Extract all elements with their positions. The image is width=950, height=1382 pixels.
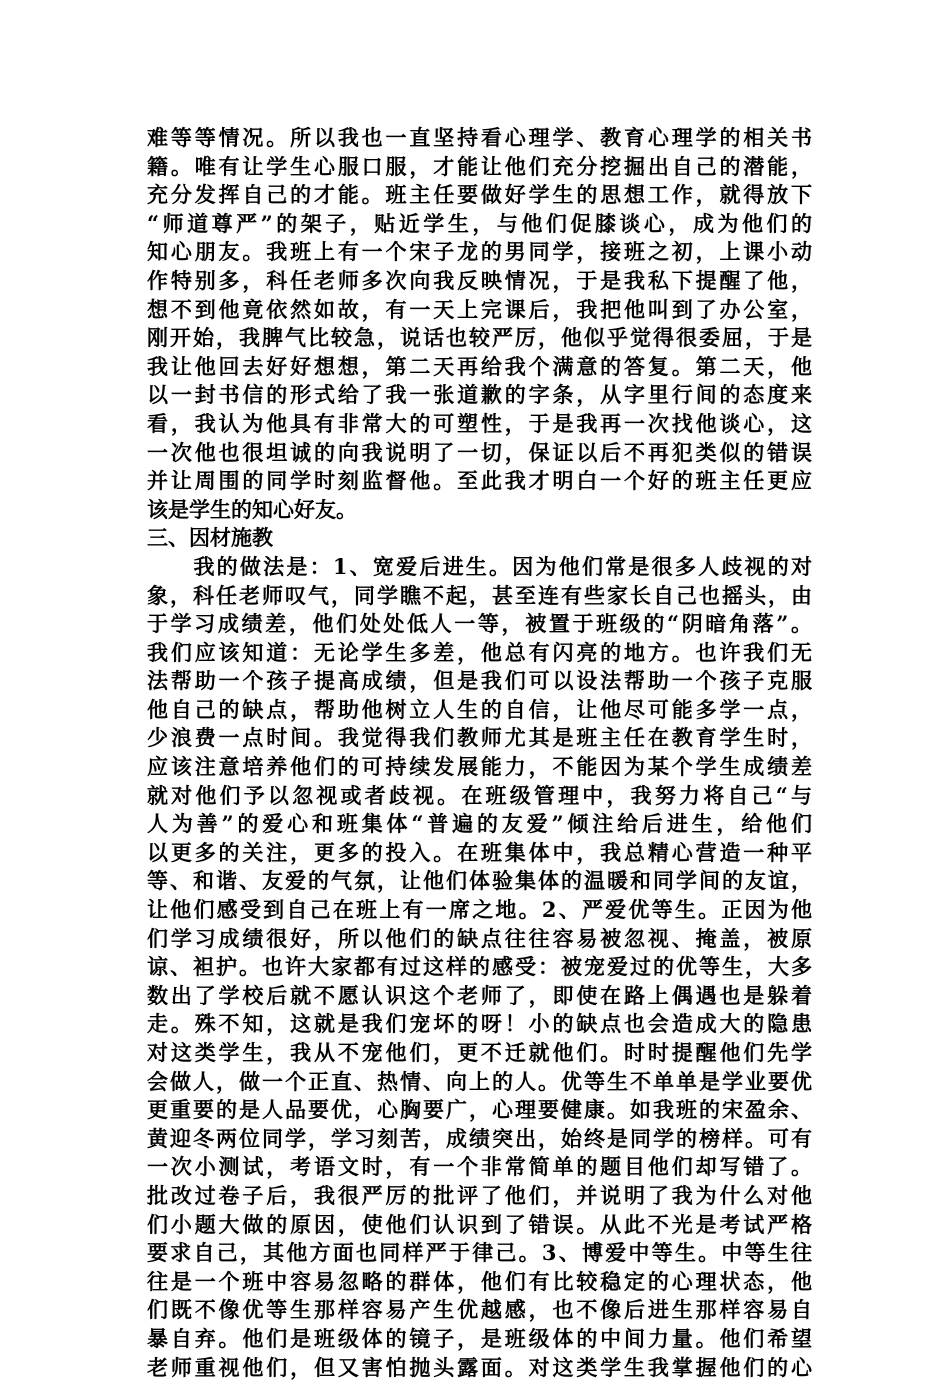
text-line: 数出了学校后就不愿认识这个老师了，即使在路上偶遇也是躲着 [147, 982, 812, 1008]
text-line: 他自己的缺点，帮助他树立人生的自信，让他尽可能多学一点， [147, 696, 812, 722]
text-line: 想不到他竟依然如故，有一天上完课后，我把他叫到了办公室， [147, 296, 812, 322]
body-text [147, 124, 812, 1382]
text-line: 籍。唯有让学生心服口服，才能让他们充分挖掘出自己的潜能， [147, 153, 812, 179]
text-line: 以更多的关注，更多的投入。在班集体中，我总精心营造一种平 [147, 839, 812, 865]
text-line: 会做人，做一个正直、热情、向上的人。优等生不单单是学业要优 [147, 1068, 812, 1094]
text-line: 往是一个班中容易忽略的群体，他们有比较稳定的心理状态，他 [147, 1268, 812, 1294]
text-line: 象，科任老师叹气，同学瞧不起，甚至连有些家长自己也摇头，由 [147, 582, 812, 608]
text-line: 我的做法是：1、宽爱后进生。因为他们常是很多人歧视的对 [147, 553, 812, 579]
text-line: 看，我认为他具有非常大的可塑性，于是我再一次找他谈心，这 [147, 410, 812, 436]
text-line: 一次小测试，考语文时，有一个非常简单的题目他们却写错了。 [147, 1154, 812, 1180]
text-line: 更重要的是人品要优，心胸要广，心理要健康。如我班的宋盈余、 [147, 1097, 812, 1123]
text-line: 应该注意培养他们的可持续发展能力，不能因为某个学生成绩差 [147, 754, 812, 780]
text-line: 暴自弃。他们是班级体的镜子，是班级体的中间力量。他们希望 [147, 1325, 812, 1351]
text-line: 我让他回去好好想想，第二天再给我个满意的答复。第二天，他 [147, 353, 812, 379]
text-line: 走。殊不知，这就是我们宠坏的呀！小的缺点也会造成大的隐患 [147, 1011, 812, 1037]
text-line: 老师重视他们，但又害怕抛头露面。对这类学生我掌握他们的心 [147, 1354, 812, 1380]
text-line: 批改过卷子后，我很严厉的批评了他们，并说明了我为什么对他 [147, 1182, 812, 1208]
text-line: 作特别多，科任老师多次向我反映情况，于是我私下提醒了他， [147, 267, 812, 293]
text-line: 一次他也很坦诚的向我说明了一切，保证以后不再犯类似的错误 [147, 439, 812, 465]
text-line: 等、和谐、友爱的气氛，让他们体验集体的温暖和同学间的友谊， [147, 868, 812, 894]
text-line: 难等等情况。所以我也一直坚持看心理学、教育心理学的相关书 [147, 125, 812, 150]
text-line: 该是学生的知心好友。 [147, 496, 357, 522]
text-line: 人为善”的爱心和班集体“普遍的友爱”倾注给后进生，给他们 [147, 811, 812, 837]
text-line: 们既不像优等生那样容易产生优越感，也不像后进生那样容易自 [147, 1297, 812, 1323]
text-line: 刚开始，我脾气比较急，说话也较严厉，他似乎觉得很委屈，于是 [147, 325, 812, 351]
text-line: 就对他们予以忽视或者歧视。在班级管理中，我努力将自己“与 [147, 782, 812, 808]
text-line: 充分发挥自己的才能。班主任要做好学生的思想工作，就得放下 [147, 182, 812, 208]
text-line: 要求自己，其他方面也同样严于律己。3、博爱中等生。中等生往 [147, 1240, 812, 1266]
text-line: 三、因材施教 [147, 525, 273, 551]
text-line: 法帮助一个孩子提高成绩，但是我们可以设法帮助一个孩子克服 [147, 668, 812, 694]
text-line: 以一封书信的形式给了我一张道歉的字条，从字里行间的态度来 [147, 382, 812, 408]
text-line: 知心朋友。我班上有一个宋子龙的男同学，接班之初，上课小动 [147, 239, 812, 265]
text-line: 谅、袒护。也许大家都有过这样的感受：被宠爱过的优等生，大多 [147, 954, 812, 980]
text-line: “师道尊严”的架子，贴近学生，与他们促膝谈心，成为他们的 [147, 210, 812, 236]
text-line: 让他们感受到自己在班上有一席之地。2、严爱优等生。正因为他 [147, 897, 812, 923]
text-line: 们小题大做的原因，使他们认识到了错误。从此不光是考试严格 [147, 1211, 812, 1237]
text-line: 少浪费一点时间。我觉得我们教师尤其是班主任在教育学生时， [147, 725, 812, 751]
text-line: 对这类学生，我从不宠他们，更不迁就他们。时时提醒他们先学 [147, 1040, 812, 1065]
text-line: 我们应该知道：无论学生多差，他总有闪亮的地方。也许我们无 [147, 639, 812, 665]
text-line: 黄迎冬两位同学，学习刻苦，成绩突出，始终是同学的榜样。可有 [147, 1125, 812, 1151]
text-line: 于学习成绩差，他们处处低人一等，被置于班级的“阴暗角落”。 [147, 611, 812, 637]
text-line: 并让周围的同学时刻监督他。至此我才明白一个好的班主任更应 [147, 468, 812, 494]
text-line: 们学习成绩很好，所以他们的缺点往往容易被忽视、掩盖，被原 [147, 925, 812, 951]
